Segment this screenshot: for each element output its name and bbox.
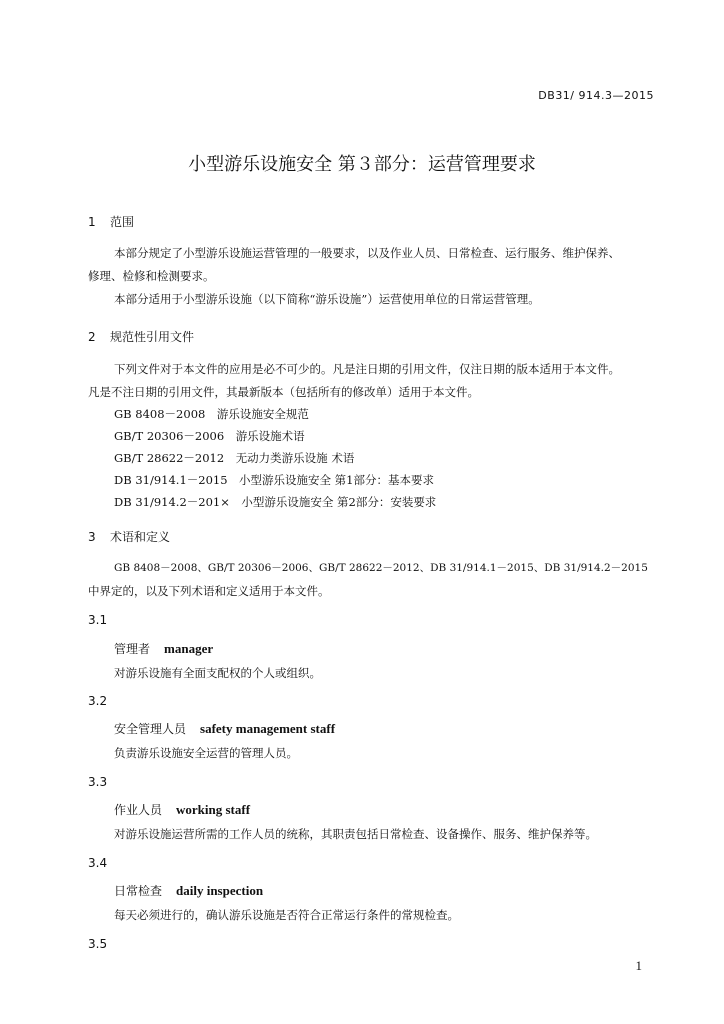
term-zh: 日常检查 bbox=[114, 884, 163, 898]
reference-item: GB/T 20306－2006 游乐设施术语 bbox=[114, 429, 305, 443]
term-definition: 每天必须进行的，确认游乐设施是否符合正常运行条件的常规检查。 bbox=[114, 908, 459, 922]
term-definition: 对游乐设施有全面支配权的个人或组织。 bbox=[114, 666, 321, 680]
term-number: 3.4 bbox=[88, 856, 108, 870]
section-number: 2 bbox=[88, 330, 96, 344]
term-en: manager bbox=[164, 641, 214, 656]
section-number: 3 bbox=[88, 530, 96, 544]
section-title: 术语和定义 bbox=[110, 530, 171, 544]
term-zh: 安全管理人员 bbox=[114, 722, 187, 736]
term-en: working staff bbox=[176, 802, 251, 817]
term-zh: 管理者 bbox=[114, 642, 151, 656]
term-heading bbox=[114, 640, 213, 657]
paragraph-line: GB 8408－2008、GB/T 20306－2006、GB/T 28622－2012、DB 31/914.1－2015、DB 31/914.2－2015 bbox=[114, 562, 648, 574]
page-number: 1 bbox=[635, 958, 642, 973]
reference-item: DB 31/914.2－201× 小型游乐设施安全 第2部分：安装要求 bbox=[114, 495, 437, 509]
standard-code: DB31/ 914.3—2015 bbox=[538, 89, 654, 102]
reference-item: GB/T 28622－2012 无动力类游乐设施 术语 bbox=[114, 451, 355, 465]
section-1-heading bbox=[88, 213, 134, 230]
term-heading bbox=[114, 720, 335, 737]
paragraph-line: 中界定的，以及下列术语和定义适用于本文件。 bbox=[88, 584, 330, 598]
paragraph-line: 修理、检修和检测要求。 bbox=[88, 269, 215, 283]
term-heading bbox=[114, 882, 263, 899]
reference-item: GB 8408－2008 游乐设施安全规范 bbox=[114, 407, 309, 421]
paragraph-line: 本部分规定了小型游乐设施运营管理的一般要求，以及作业人员、日常检查、运行服务、维护保养、 bbox=[114, 246, 620, 260]
term-zh: 作业人员 bbox=[114, 803, 163, 817]
section-title: 规范性引用文件 bbox=[110, 330, 195, 344]
section-number: 1 bbox=[88, 215, 96, 229]
paragraph-line: 下列文件对于本文件的应用是必不可少的。凡是注日期的引用文件，仅注日期的版本适用于本文件。 bbox=[114, 362, 620, 376]
term-number: 3.2 bbox=[88, 694, 108, 708]
reference-item: DB 31/914.1－2015 小型游乐设施安全 第1部分：基本要求 bbox=[114, 473, 434, 487]
term-heading bbox=[114, 801, 250, 818]
term-number: 3.1 bbox=[88, 613, 108, 627]
section-2-heading bbox=[88, 328, 194, 345]
paragraph-line: 凡是不注日期的引用文件，其最新版本（包括所有的修改单）适用于本文件。 bbox=[88, 385, 479, 399]
paragraph-line: 本部分适用于小型游乐设施（以下简称“游乐设施”）运营使用单位的日常运营管理。 bbox=[114, 292, 540, 306]
term-en: daily inspection bbox=[176, 883, 264, 898]
term-definition: 对游乐设施运营所需的工作人员的统称，其职责包括日常检查、设备操作、服务、维护保养等。 bbox=[114, 827, 597, 841]
term-definition: 负责游乐设施安全运营的管理人员。 bbox=[114, 746, 298, 760]
term-en: safety management staff bbox=[200, 721, 336, 736]
term-number: 3.5 bbox=[88, 937, 108, 951]
page-title: 小型游乐设施安全 第３部分：运营管理要求 bbox=[188, 154, 536, 175]
section-3-heading bbox=[88, 528, 170, 545]
term-number: 3.3 bbox=[88, 775, 108, 789]
section-title: 范围 bbox=[110, 215, 135, 229]
